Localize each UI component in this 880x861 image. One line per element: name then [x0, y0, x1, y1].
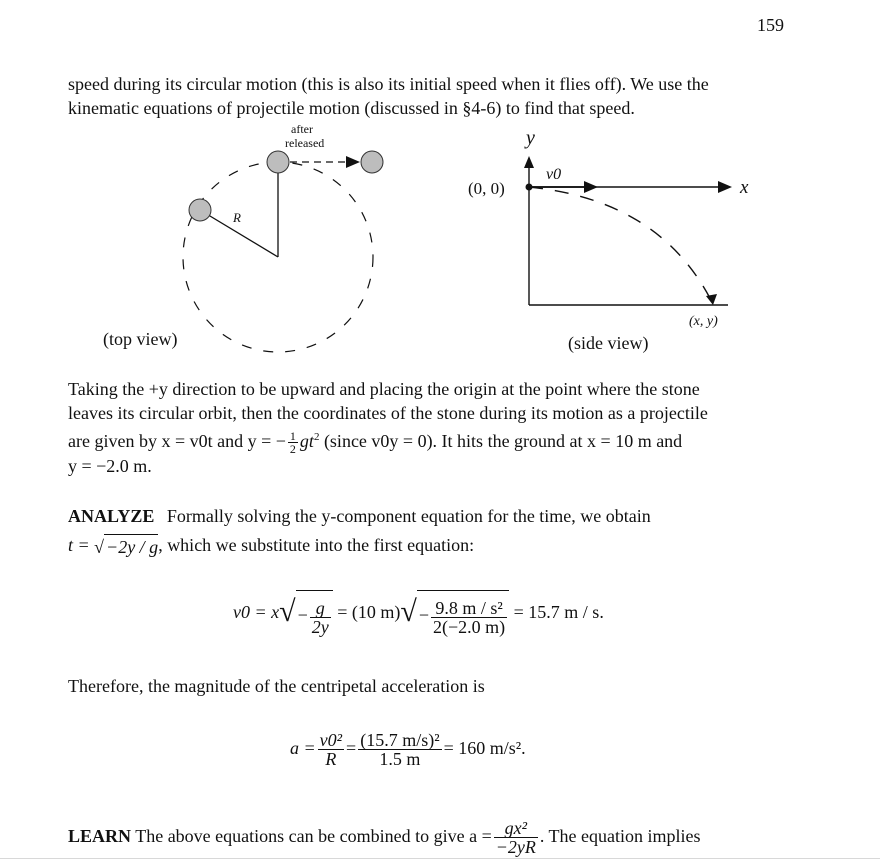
v0-equation: v0 = x√ − $\frac{g}{2y}$ = (10 m)√ − $\frac{\text{9.8 m / s²}}{2(-2.0 m)}$ = 15.7 m / s. — [233, 588, 604, 639]
learn-line — [68, 816, 701, 856]
stone-released — [361, 151, 383, 173]
after-label: after — [291, 122, 313, 136]
para2-line-3: are given by x = v0t and y = − $\frac{1}{2}$ $gt^2$ (since v0y = 0). It hits the ground at x = 10 m and — [68, 429, 683, 457]
learn-fraction: $\frac{\text{gx²}}{-2yR}$ — [495, 818, 536, 858]
para2-line-4: y = −2.0 m. — [68, 456, 152, 476]
release-arrowhead — [346, 156, 360, 168]
bottom-rule — [0, 858, 880, 859]
v0-arrowhead — [584, 181, 598, 193]
para2-line-1: Taking the +y direction to be upward and placing the origin at the point where the stone — [68, 379, 700, 399]
released-label: released — [285, 136, 325, 150]
stone-on-orbit — [189, 199, 211, 221]
trajectory-path — [529, 187, 712, 302]
v0sq-over-R: $\frac{\text{v0²}}{R}$ — [319, 730, 343, 770]
t-sqrt: √ −2y / g — [94, 534, 158, 559]
radius-label: R — [233, 210, 241, 225]
t-equation-lhs: t = — [68, 535, 95, 555]
y-axis-arrowhead — [524, 156, 534, 168]
learn-text-start: The above equations can be combined to give a = — [135, 826, 492, 846]
v0-label: v0 — [546, 166, 562, 183]
analyze-tail: , which we substitute into the first equation: — [158, 535, 475, 555]
intro-line-1: speed during its circular motion (this is also its initial speed when it flies off). We use the — [68, 74, 709, 94]
v0-eq-mid: = (10 m) — [337, 602, 401, 622]
analyze-line-2 — [68, 533, 474, 559]
x-axis-arrowhead — [718, 181, 732, 193]
learn-heading: LEARN — [68, 826, 132, 846]
stone-at-release — [267, 151, 289, 173]
a-eq-lhs: a = — [290, 738, 316, 758]
analyze-line-1 — [68, 504, 651, 528]
top-view-caption: (top view) — [103, 329, 178, 349]
x-axis-label: x — [740, 177, 749, 198]
therefore-line: Therefore, the magnitude of the centripetal acceleration is — [68, 676, 485, 696]
v0-eq-result: = 15.7 m / s. — [513, 602, 604, 622]
learn-text-end: . The equation implies — [539, 826, 701, 846]
a-eq-result: = 160 m/s². — [443, 738, 526, 758]
side-view-caption: (side view) — [568, 333, 649, 353]
end-label: (x, y) — [689, 314, 718, 329]
analyze-text: Formally solving the y-component equation for the time, we obtain — [166, 506, 651, 526]
gt-term: gt — [299, 431, 314, 451]
para2-line-2: leaves its circular orbit, then the coordinates of the stone during its motion as a projectile — [68, 403, 708, 423]
side-view-figure — [460, 118, 780, 363]
numeric-a-fraction: $\frac{\text{(15.7 m/s)²}}{1.5 m}$ — [360, 730, 440, 770]
page-number: 159 — [757, 15, 784, 35]
para2-line-3-end: (since v0y = 0). It hits the ground at x = 10 m and — [319, 431, 683, 451]
half-fraction: $\frac{1}{2}$ — [289, 429, 296, 457]
v0-eq-lhs: v0 = x — [233, 602, 280, 622]
numeric-fraction: $\frac{\text{9.8 m / s²}}{2(-2.0 m)}$ — [433, 597, 506, 637]
top-view-figure — [90, 118, 420, 358]
a-equation: a = $\frac{\text{v0²}}{R}$ = $\frac{\text{(15.7 m/s)²}}{1.5 m}$ = 160 m/s². — [290, 730, 526, 770]
intro-line-2: kinematic equations of projectile motion (discussed in §4-6) to find that speed. — [68, 98, 635, 118]
g-over-2y: $\frac{g}{2y}$ — [311, 597, 329, 637]
analyze-heading: ANALYZE — [68, 506, 155, 526]
origin-label: (0, 0) — [468, 179, 505, 198]
para2-line-3-start: are given by x = v0t and y = − — [68, 431, 286, 451]
trajectory-arrowhead — [706, 294, 717, 305]
y-axis-label: y — [526, 127, 535, 149]
